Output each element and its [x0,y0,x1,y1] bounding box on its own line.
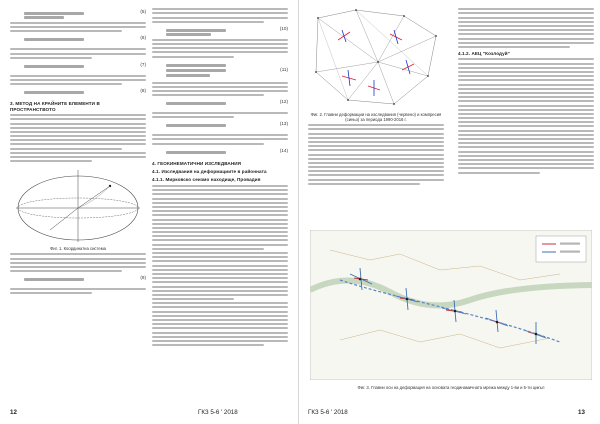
figure-3-caption: Фиг. 3. Главни оси на деформация на основата геодинамичната мрежа между 1-ви и 5-ти цикъл [357,385,545,390]
right-page-column-1 [308,6,444,187]
right-page [302,0,600,424]
equation [152,148,288,158]
equation-number: (11) [280,66,288,72]
figure-2 [308,6,444,110]
right-page-column-2 [458,6,594,176]
equation-number: (9) [140,275,146,281]
equation-number: (14) [279,147,288,153]
figure-2-caption: Фиг. 2. Главни деформации на изследвания (червено) и компресия (синьо) за периода 1990-2016 г. [310,112,442,122]
equation [10,88,146,98]
subsection-heading: 4.1.2. АЕЦ "Козлодуй" [458,50,510,56]
figure-1-caption: Фиг. 1. Координатна система [50,246,106,252]
left-page-journal: ГКЗ 5-6 ' 2018 [198,409,238,416]
equation [152,99,288,109]
figure-1 [10,166,146,244]
principal-strain-map [308,6,444,110]
equation [152,61,288,79]
coordinate-system-figure [10,166,146,244]
equation-number: (7) [140,61,146,67]
equation-number: (13) [279,121,288,127]
equation [10,9,146,19]
equation-number: (5) [140,9,146,14]
left-page-number: 12 [10,409,17,416]
right-page-number: 13 [578,409,585,416]
left-page-column-2 [152,6,288,348]
equation-number: (12) [279,99,288,105]
equation [10,62,146,72]
equation-number: (10) [279,25,288,31]
figure-3 [310,230,592,380]
left-page [0,0,299,424]
left-page-column-1 [10,6,146,297]
equation [152,121,288,131]
equation [152,26,288,36]
equation-number: (8) [140,88,146,94]
section-heading: 3. МЕТОД НА КРАЙНИТЕ ЕЛЕМЕНТИ В ПРОСТРАНСТВОТО [10,101,100,112]
equation-number: (6) [140,35,146,41]
deformation-axes-map [310,230,592,380]
right-page-journal: ГКЗ 5-6 ' 2018 [308,409,348,416]
equation [10,275,146,285]
subsubsection-heading: 4.1.1. Мирковско сеизмо находище, Провадия [152,177,261,183]
equation [10,35,146,45]
section-heading: 4. ГЕОКИНЕМАТИЧНИ ИЗСЛЕДВАНИЯ [152,160,242,166]
subsection-heading: 4.1. Изследвания на деформациите в районната [152,169,267,175]
